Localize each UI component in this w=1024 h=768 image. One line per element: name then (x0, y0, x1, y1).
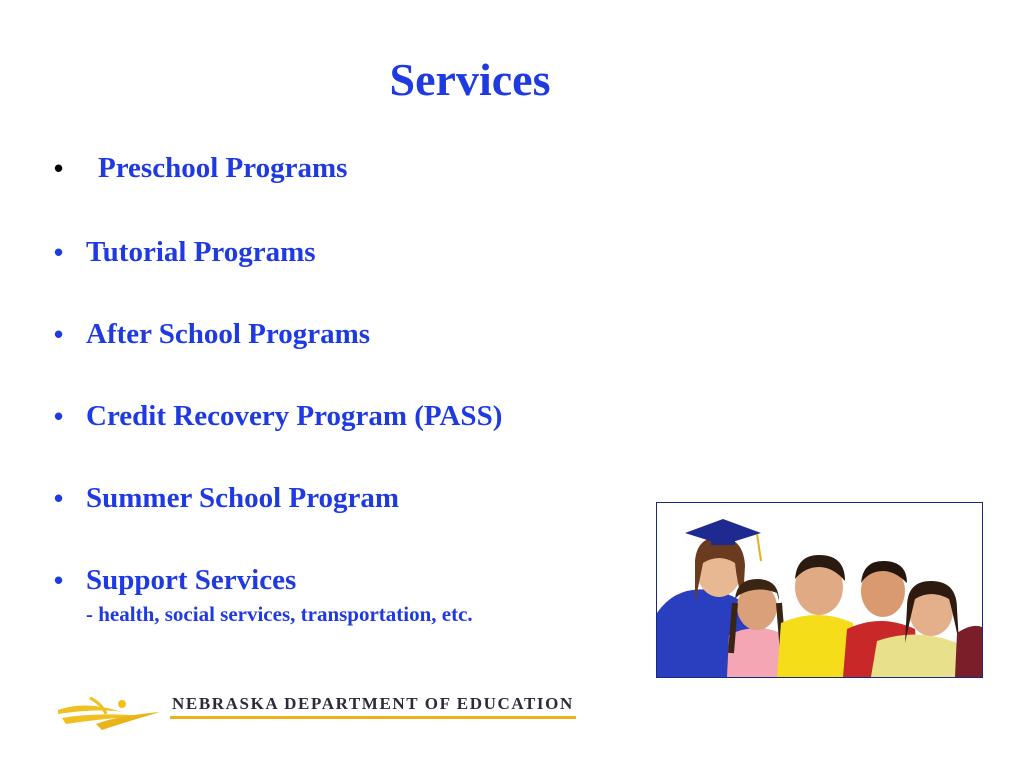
bullet-sub-text: - health, social services, transportation, etc. (86, 602, 473, 626)
sun-swoosh-logo-icon (56, 688, 166, 734)
students-illustration (657, 503, 982, 677)
bullet-dot: • (54, 153, 64, 183)
bullet-dot: • (54, 319, 64, 349)
bullet-item-after-school (54, 314, 654, 354)
footer-underline (170, 716, 576, 719)
organization-name: NEBRASKA DEPARTMENT OF EDUCATION (172, 694, 574, 713)
bullet-dot: • (54, 401, 64, 431)
bullet-label: Tutorial Programs (86, 236, 316, 268)
bullet-label: Credit Recovery Program (PASS) (86, 400, 503, 432)
bullet-item-tutorial (54, 232, 654, 272)
students-photo (656, 502, 983, 678)
bullet-label: Preschool Programs (98, 152, 348, 184)
bullet-dot: • (54, 483, 64, 513)
bullet-item-credit-recovery (54, 396, 654, 436)
bullet-dot: • (54, 565, 64, 595)
bullet-label: Summer School Program (86, 482, 400, 514)
bullet-item-preschool (54, 148, 654, 188)
slide-title: Services (389, 54, 551, 105)
bullet-item-summer-school (54, 478, 654, 518)
bullet-label: Support Services (86, 564, 297, 596)
bullet-label: After School Programs (86, 318, 371, 350)
bullet-dot: • (54, 237, 64, 267)
bullet-item-support-services (54, 560, 654, 632)
